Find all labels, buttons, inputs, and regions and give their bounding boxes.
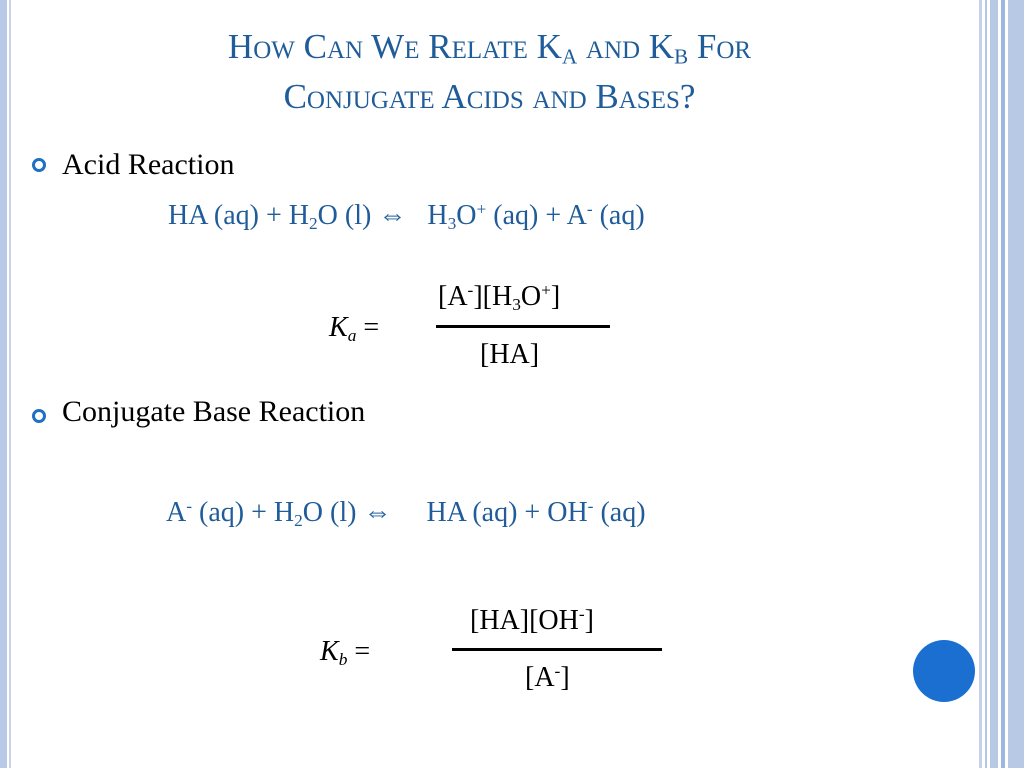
base-reaction-equation: A- $(aq) + H_2O$ (l) ⇔ HA (aq) + OH- (aq) [166, 496, 646, 531]
right-border-decoration [979, 0, 1024, 768]
bullet-ring-icon [32, 158, 46, 172]
bullet-acid-reaction: Acid Reaction [62, 148, 235, 181]
ka-numerator: $[A^-][H_3O^+]$ [438, 280, 561, 315]
kb-denominator: [A-] [525, 661, 570, 693]
kb-numerator: [HA][OH-] [470, 604, 594, 636]
ka-fraction-bar [436, 325, 610, 328]
equilibrium-arrow-icon: ⇔ [378, 200, 407, 231]
equilibrium-arrow-icon: ⇔ [363, 497, 392, 528]
acid-reaction-equation: HA $(aq) + H_2O$ (l) ⇔ $H_3O^+$ (aq) + A- (aq) [168, 199, 645, 234]
kb-symbol: $K_b$ = [320, 636, 371, 670]
kb-fraction-bar [452, 648, 662, 651]
slide-title-line-2: Conjugate Acids and Bases? [283, 77, 696, 116]
bullet-conjugate-base-reaction: Conjugate Base Reaction [62, 395, 366, 428]
accent-circle-decoration [913, 640, 975, 702]
bullet-ring-icon [32, 409, 46, 423]
ka-denominator: [HA] [480, 339, 540, 370]
slide-title-line-1: How Can We Relate $K_A$ and $K_B$ For [227, 27, 752, 69]
ka-symbol: $K_a$ = [329, 312, 380, 346]
